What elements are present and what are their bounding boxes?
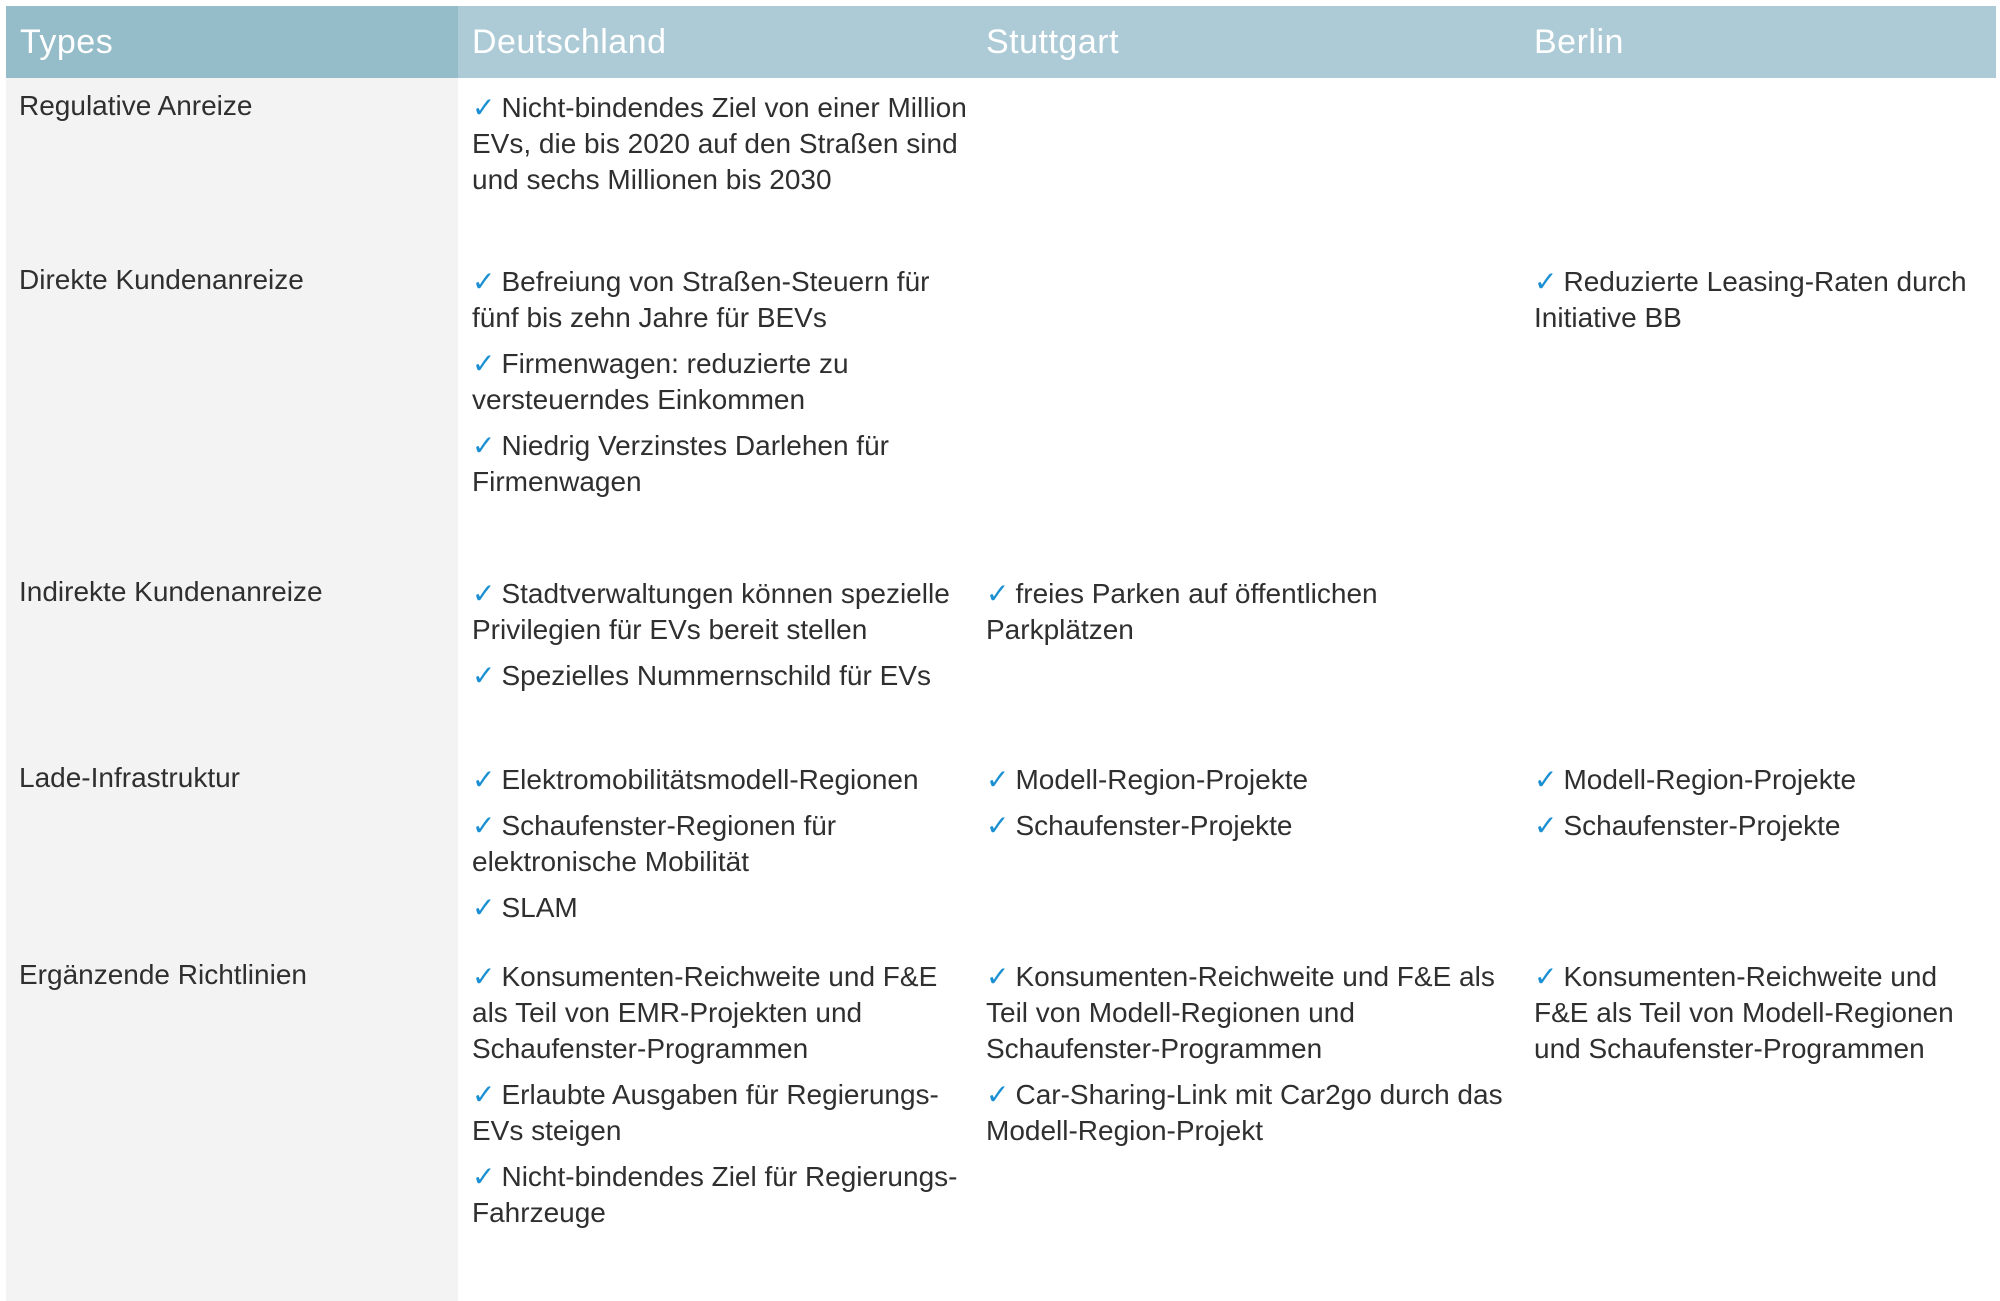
checkmark-icon: ✓ — [472, 1161, 496, 1192]
list-item — [472, 808, 972, 880]
cell-deutschland — [472, 576, 972, 704]
checkmark-icon: ✓ — [986, 578, 1010, 609]
list-item — [472, 1159, 972, 1231]
header-berlin: Berlin — [1520, 6, 1996, 78]
header-types: Types — [6, 6, 458, 78]
item-text: Erlaubte Ausgaben für Regierungs-EVs steigen — [472, 1079, 939, 1146]
checkmark-icon: ✓ — [472, 764, 496, 795]
cell-deutschland — [472, 264, 972, 510]
checkmark-icon: ✓ — [472, 578, 496, 609]
checkmark-icon: ✓ — [472, 266, 496, 297]
list-item — [1534, 808, 1989, 844]
checkmark-icon: ✓ — [1534, 764, 1558, 795]
list-item — [1534, 264, 1989, 336]
checkmark-icon: ✓ — [472, 430, 496, 461]
row-type-label: Ergänzende Richtlinien — [19, 959, 307, 990]
checkmark-icon: ✓ — [472, 348, 496, 379]
checkmark-icon: ✓ — [1534, 266, 1558, 297]
checkmark-icon: ✓ — [986, 961, 1010, 992]
list-item — [1534, 762, 1989, 798]
list-item — [472, 890, 972, 926]
cell-deutschland — [472, 90, 972, 208]
item-text: Modell-Region-Projekte — [1563, 764, 1857, 795]
cell-deutschland — [472, 959, 972, 1241]
checkmark-icon: ✓ — [986, 764, 1010, 795]
cell-deutschland — [472, 762, 972, 936]
row-type-label: Direkte Kundenanreize — [19, 264, 304, 295]
row-type-label: Lade-Infrastruktur — [19, 762, 240, 793]
list-item — [472, 90, 972, 198]
item-text: Modell-Region-Projekte — [1015, 764, 1309, 795]
item-text: Spezielles Nummernschild für EVs — [501, 660, 931, 691]
item-text: Elektromobilitätsmodell-Regionen — [501, 764, 919, 795]
checkmark-icon: ✓ — [986, 1079, 1010, 1110]
item-text: Nicht-bindendes Ziel von einer Million EVs, die bis 2020 auf den Straßen sind und sechs Millionen bis 2030 — [472, 92, 967, 195]
checkmark-icon: ✓ — [986, 810, 1010, 841]
item-text: Konsumenten-Reichweite und F&E als Teil von EMR-Projekten und Schaufenster-Programmen — [472, 961, 938, 1064]
checkmark-icon: ✓ — [472, 92, 496, 123]
header-deutschland: Deutschland — [458, 6, 972, 78]
cell-berlin — [1534, 959, 1989, 1077]
list-item — [986, 808, 1506, 844]
checkmark-icon: ✓ — [1534, 810, 1558, 841]
list-item — [472, 762, 972, 798]
checkmark-icon: ✓ — [472, 810, 496, 841]
checkmark-icon: ✓ — [472, 1079, 496, 1110]
item-text: Car-Sharing-Link mit Car2go durch das Modell-Region-Projekt — [986, 1079, 1503, 1146]
item-text: SLAM — [501, 892, 578, 923]
list-item — [472, 264, 972, 336]
item-text: Schaufenster-Regionen für elektronische Mobilität — [472, 810, 837, 877]
list-item — [472, 959, 972, 1067]
cell-stuttgart — [986, 576, 1506, 658]
list-item — [1534, 959, 1989, 1067]
header-stuttgart: Stuttgart — [972, 6, 1520, 78]
item-text: Stadtverwaltungen können spezielle Privilegien für EVs bereit stellen — [472, 578, 950, 645]
table-header — [6, 6, 1996, 78]
checkmark-icon: ✓ — [472, 892, 496, 923]
cell-berlin — [1534, 762, 1989, 854]
list-item — [472, 428, 972, 500]
list-item — [472, 346, 972, 418]
checkmark-icon: ✓ — [472, 961, 496, 992]
item-text: Konsumenten-Reichweite und F&E als Teil von Modell-Regionen und Schaufenster-Programmen — [986, 961, 1495, 1064]
cell-stuttgart — [986, 959, 1506, 1159]
item-text: Schaufenster-Projekte — [1563, 810, 1841, 841]
item-text: Schaufenster-Projekte — [1015, 810, 1293, 841]
list-item — [472, 658, 972, 694]
item-text: Firmenwagen: reduzierte zu versteuerndes Einkommen — [472, 348, 849, 415]
item-text: Befreiung von Straßen-Steuern für fünf bis zehn Jahre für BEVs — [472, 266, 930, 333]
list-item — [986, 959, 1506, 1067]
checkmark-icon: ✓ — [472, 660, 496, 691]
cell-berlin — [1534, 264, 1989, 346]
list-item — [986, 576, 1506, 648]
list-item — [986, 1077, 1506, 1149]
item-text: Nicht-bindendes Ziel für Regierungs-Fahrzeuge — [472, 1161, 958, 1228]
item-text: Konsumenten-Reichweite und F&E als Teil von Modell-Regionen und Schaufenster-Programmen — [1534, 961, 1954, 1064]
cell-stuttgart — [986, 762, 1506, 854]
row-type-label: Indirekte Kundenanreize — [19, 576, 323, 607]
item-text: Reduzierte Leasing-Raten durch Initiative BB — [1534, 266, 1967, 333]
list-item — [472, 576, 972, 648]
item-text: freies Parken auf öffentlichen Parkplätzen — [986, 578, 1378, 645]
list-item — [986, 762, 1506, 798]
row-type-label: Regulative Anreize — [19, 90, 253, 121]
list-item — [472, 1077, 972, 1149]
checkmark-icon: ✓ — [1534, 961, 1558, 992]
item-text: Niedrig Verzinstes Darlehen für Firmenwagen — [472, 430, 889, 497]
